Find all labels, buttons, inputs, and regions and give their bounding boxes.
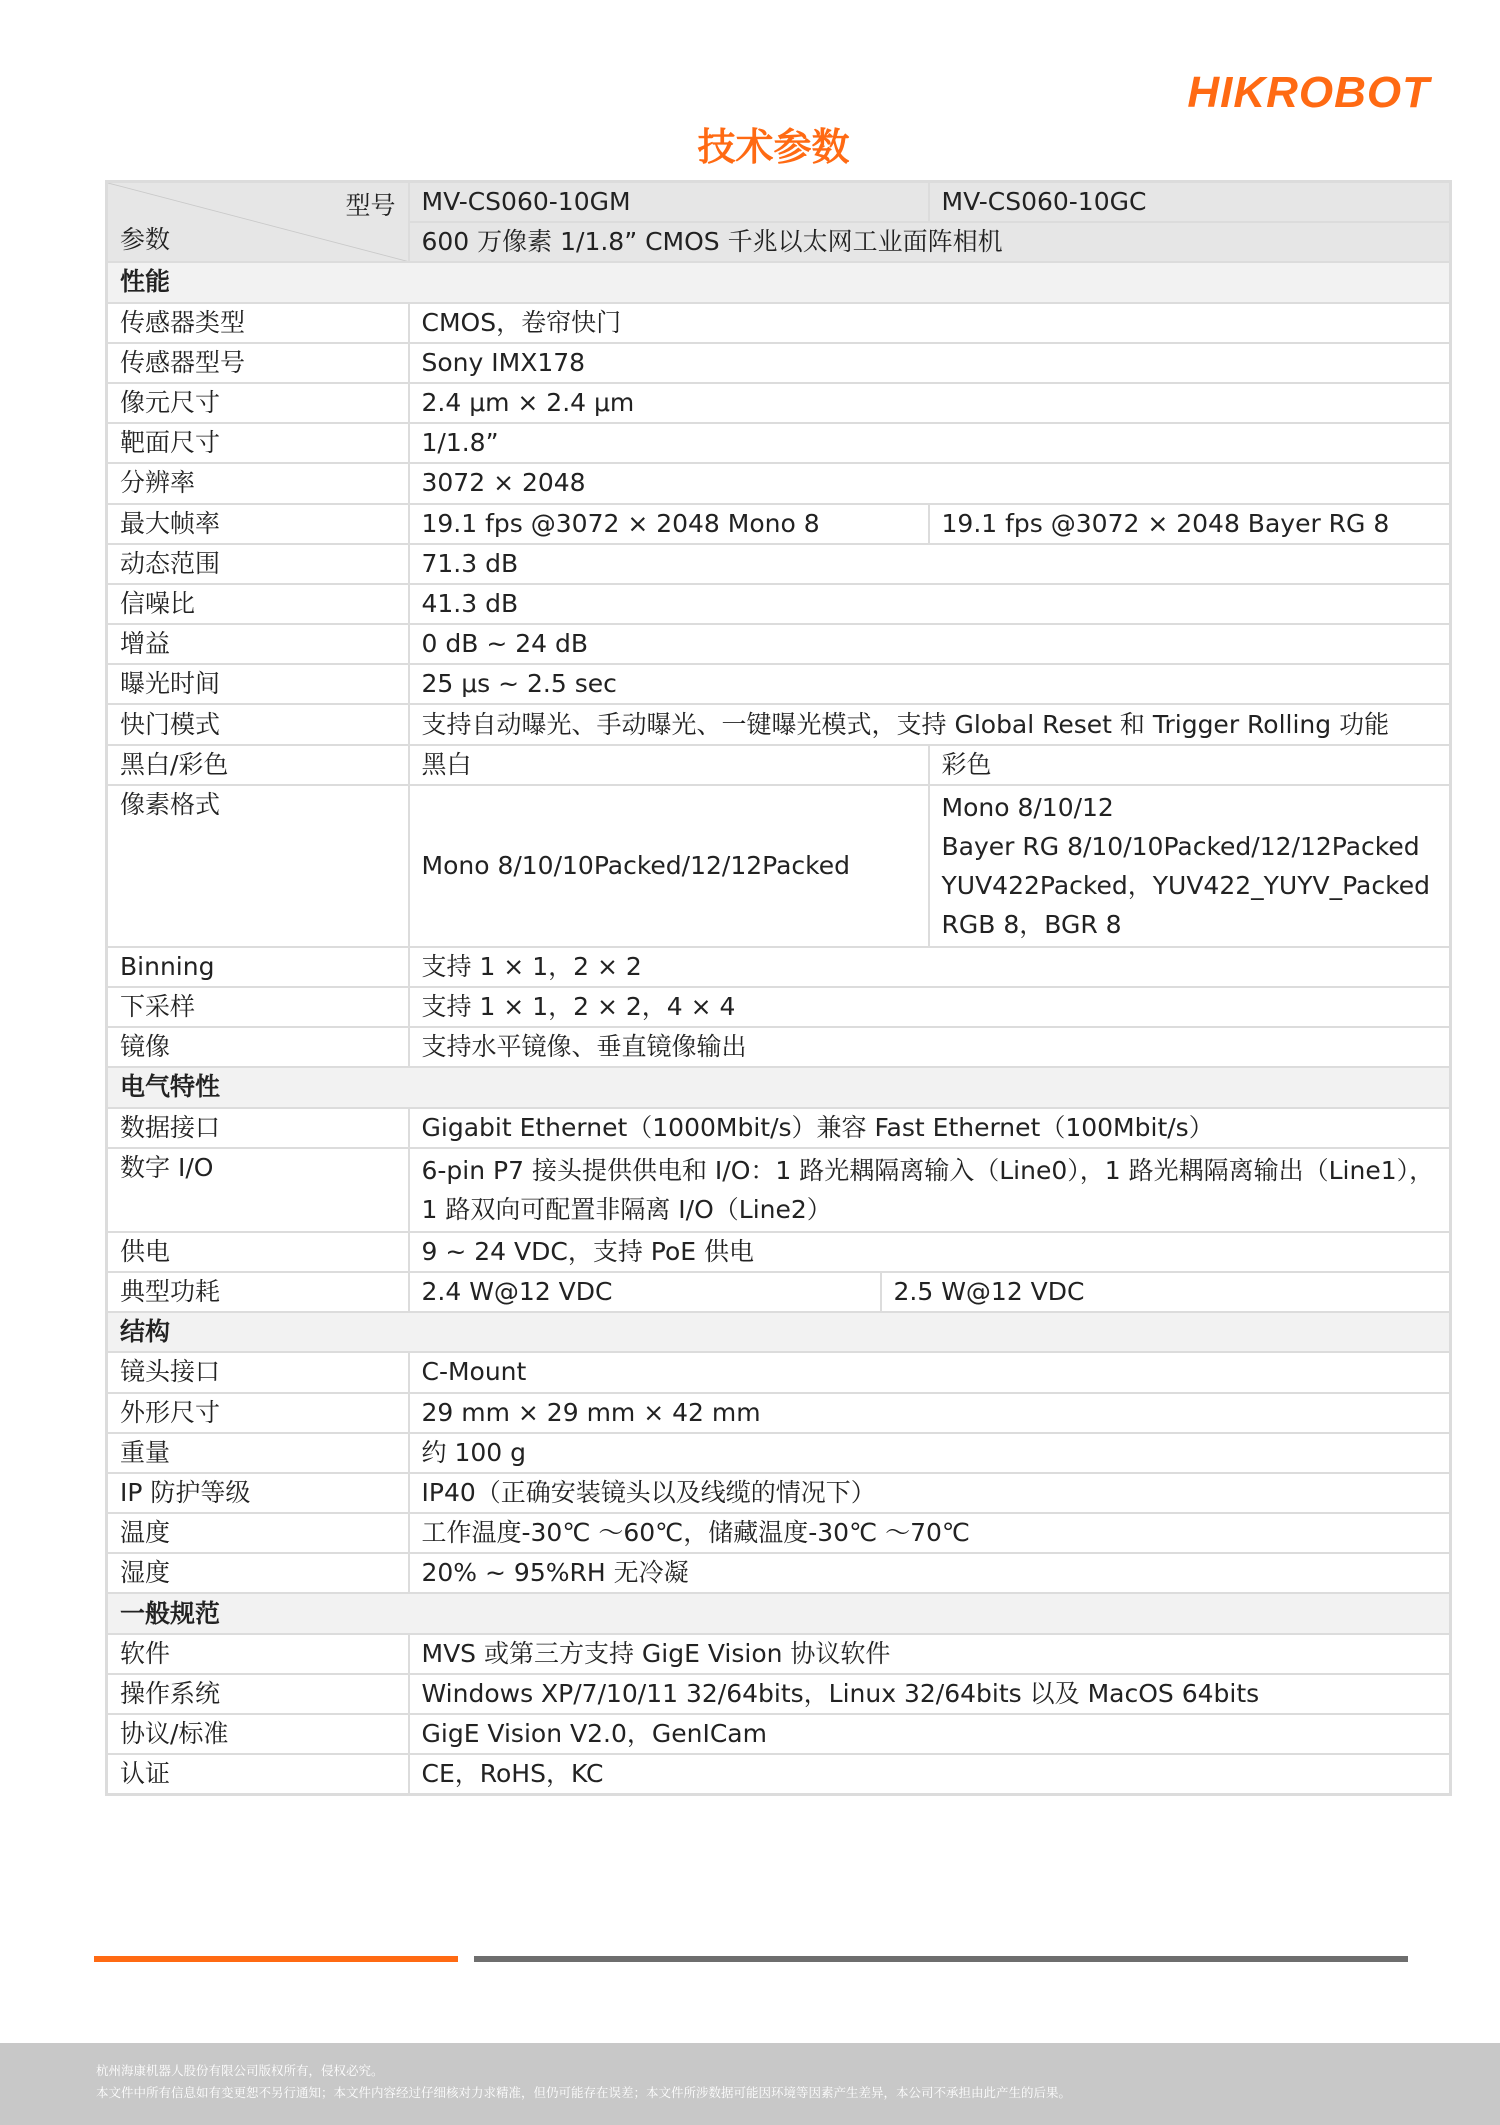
table-row [107,1473,1451,1513]
row-label: 分辨率 [107,463,409,503]
row-value: 29 mm × 29 mm × 42 mm [409,1393,1451,1433]
table-row [107,1272,1451,1312]
row-value: C-Mount [409,1352,1451,1392]
row-label: 像素格式 [107,785,409,947]
row-label: 镜像 [107,1027,409,1067]
row-label: 传感器类型 [107,303,409,343]
row-value [409,1148,1451,1232]
copyright-notice: 杭州海康机器人股份有限公司版权所有，侵权必究。 [96,2063,384,2078]
table-row [107,1553,1451,1593]
table-row [107,1393,1451,1433]
row-label: 曝光时间 [107,664,409,704]
product-description: 600 万像素 1/1.8” CMOS 千兆以太网工业面阵相机 [409,222,1451,262]
table-row [107,303,1451,343]
section-row [107,1067,1451,1107]
page-footer [0,2043,1500,2125]
page-title: 技术参数 [697,125,850,169]
row-value: 41.3 dB [409,584,1451,624]
table-row [107,463,1451,503]
row-label: Binning [107,947,409,987]
table-row [107,544,1451,584]
digital-io-line: 1 路双向可配置非隔离 I/O（Line2） [421,1194,832,1224]
row-label: 软件 [107,1634,409,1674]
table-row [107,1108,1451,1148]
corner-label-param: 参数 [120,225,171,255]
table-row [107,947,1451,987]
table-row [107,1352,1451,1392]
row-label: 操作系统 [107,1674,409,1714]
row-label: 温度 [107,1513,409,1553]
row-value: 约 100 g [409,1433,1451,1473]
row-label: 重量 [107,1433,409,1473]
table-row [107,987,1451,1027]
row-value: 支持 1 × 1，2 × 2，4 × 4 [409,987,1451,1027]
row-label: 协议/标准 [107,1714,409,1754]
row-label: 外形尺寸 [107,1393,409,1433]
table-row [107,745,1451,785]
table-row [107,1513,1451,1553]
row-value: Gigabit Ethernet（1000Mbit/s）兼容 Fast Ethernet（100Mbit/s） [409,1108,1451,1148]
digital-io-line: 6-pin P7 接头提供供电和 I/O：1 路光耦隔离输入（Line0），1 路光耦隔离输出（Line1）， [421,1155,1435,1185]
row-value: CMOS，卷帘快门 [409,303,1451,343]
row-label: 黑白/彩色 [107,745,409,785]
spec-table [105,180,1452,1796]
table-row [107,1674,1451,1714]
table-row [107,785,1451,947]
section-row [107,1593,1451,1633]
row-label: 数字 I/O [107,1148,409,1232]
row-value-gm: 2.4 W@12 VDC [409,1272,881,1312]
row-value: 1/1.8” [409,423,1451,463]
row-value: GigE Vision V2.0，GenICam [409,1714,1451,1754]
table-row [107,1027,1451,1067]
row-value-gm: 黑白 [409,745,929,785]
row-label: 镜头接口 [107,1352,409,1392]
row-value: 20% ~ 95%RH 无冷凝 [409,1553,1451,1593]
disclaimer-notice: 本文件中所有信息如有变更恕不另行通知；本文件内容经过仔细核对力求精准，但仍可能存在误差；本文件所涉数据可能因环境等因素产生差异，本公司不承担由此产生的后果。 [96,2085,1072,2100]
row-label: IP 防护等级 [107,1473,409,1513]
model-gm: MV-CS060-10GM [409,182,929,223]
row-value: 25 μs ~ 2.5 sec [409,664,1451,704]
row-label: 动态范围 [107,544,409,584]
row-label: 信噪比 [107,584,409,624]
table-row [107,423,1451,463]
row-label: 靶面尺寸 [107,423,409,463]
table-row [107,504,1451,544]
pixel-format-line: Mono 8/10/12 [941,792,1114,822]
row-value: 9 ~ 24 VDC，支持 PoE 供电 [409,1232,1451,1272]
row-label: 像元尺寸 [107,383,409,423]
section-title-electrical: 电气特性 [107,1067,1451,1107]
model-gc: MV-CS060-10GC [929,182,1451,223]
section-title-general: 一般规范 [107,1593,1451,1633]
row-value-gc: 彩色 [929,745,1451,785]
row-value: 3072 × 2048 [409,463,1451,503]
table-row [107,664,1451,704]
table-row [107,1433,1451,1473]
row-label: 下采样 [107,987,409,1027]
table-row [107,584,1451,624]
row-value: 支持 1 × 1，2 × 2 [409,947,1451,987]
hikrobot-logo: HIKROBOT [1187,68,1430,117]
table-row [107,383,1451,423]
row-value: 支持自动曝光、手动曝光、一键曝光模式，支持 Global Reset 和 Trigger Rolling 功能 [409,704,1451,744]
section-title-mechanical: 结构 [107,1312,1451,1352]
row-value-gm: 19.1 fps @3072 × 2048 Mono 8 [409,504,929,544]
section-title-performance: 性能 [107,262,1451,302]
pixel-format-line: RGB 8，BGR 8 [941,909,1122,939]
table-row [107,1634,1451,1674]
table-row [107,704,1451,744]
table-header-row [107,182,1451,223]
row-label: 供电 [107,1232,409,1272]
table-row [107,624,1451,664]
row-label: 湿度 [107,1553,409,1593]
row-value: Windows XP/7/10/11 32/64bits，Linux 32/64bits 以及 MacOS 64bits [409,1674,1451,1714]
table-row [107,1754,1451,1795]
footer-accent-bar [94,1956,458,1962]
row-value-gc: 19.1 fps @3072 × 2048 Bayer RG 8 [929,504,1451,544]
footer-divider-bar [474,1956,1408,1962]
pixel-format-line: Bayer RG 8/10/10Packed/12/12Packed [941,831,1420,861]
row-value: 工作温度-30℃ ～60℃，储藏温度-30℃ ～70℃ [409,1513,1451,1553]
row-label: 快门模式 [107,704,409,744]
row-value: Sony IMX178 [409,343,1451,383]
section-row [107,262,1451,302]
row-value: 71.3 dB [409,544,1451,584]
table-row [107,343,1451,383]
row-value: MVS 或第三方支持 GigE Vision 协议软件 [409,1634,1451,1674]
row-value: IP40（正确安装镜头以及线缆的情况下） [409,1473,1451,1513]
pixel-format-line: YUV422Packed，YUV422_YUYV_Packed [941,870,1430,900]
table-row [107,1232,1451,1272]
row-label: 最大帧率 [107,504,409,544]
row-value-gc [929,785,1451,947]
corner-header-cell [107,182,409,263]
row-value: 2.4 μm × 2.4 μm [409,383,1451,423]
row-value: 0 dB ~ 24 dB [409,624,1451,664]
corner-label-model: 型号 [345,191,396,220]
row-label: 认证 [107,1754,409,1795]
row-label: 数据接口 [107,1108,409,1148]
row-label: 增益 [107,624,409,664]
row-label: 典型功耗 [107,1272,409,1312]
row-label: 传感器型号 [107,343,409,383]
table-row [107,1714,1451,1754]
row-value-gm: Mono 8/10/10Packed/12/12Packed [409,785,929,947]
row-value: CE，RoHS，KC [409,1754,1451,1795]
table-row [107,1148,1451,1232]
row-value-gc: 2.5 W@12 VDC [881,1272,1451,1312]
section-row [107,1312,1451,1352]
row-value: 支持水平镜像、垂直镜像输出 [409,1027,1451,1067]
